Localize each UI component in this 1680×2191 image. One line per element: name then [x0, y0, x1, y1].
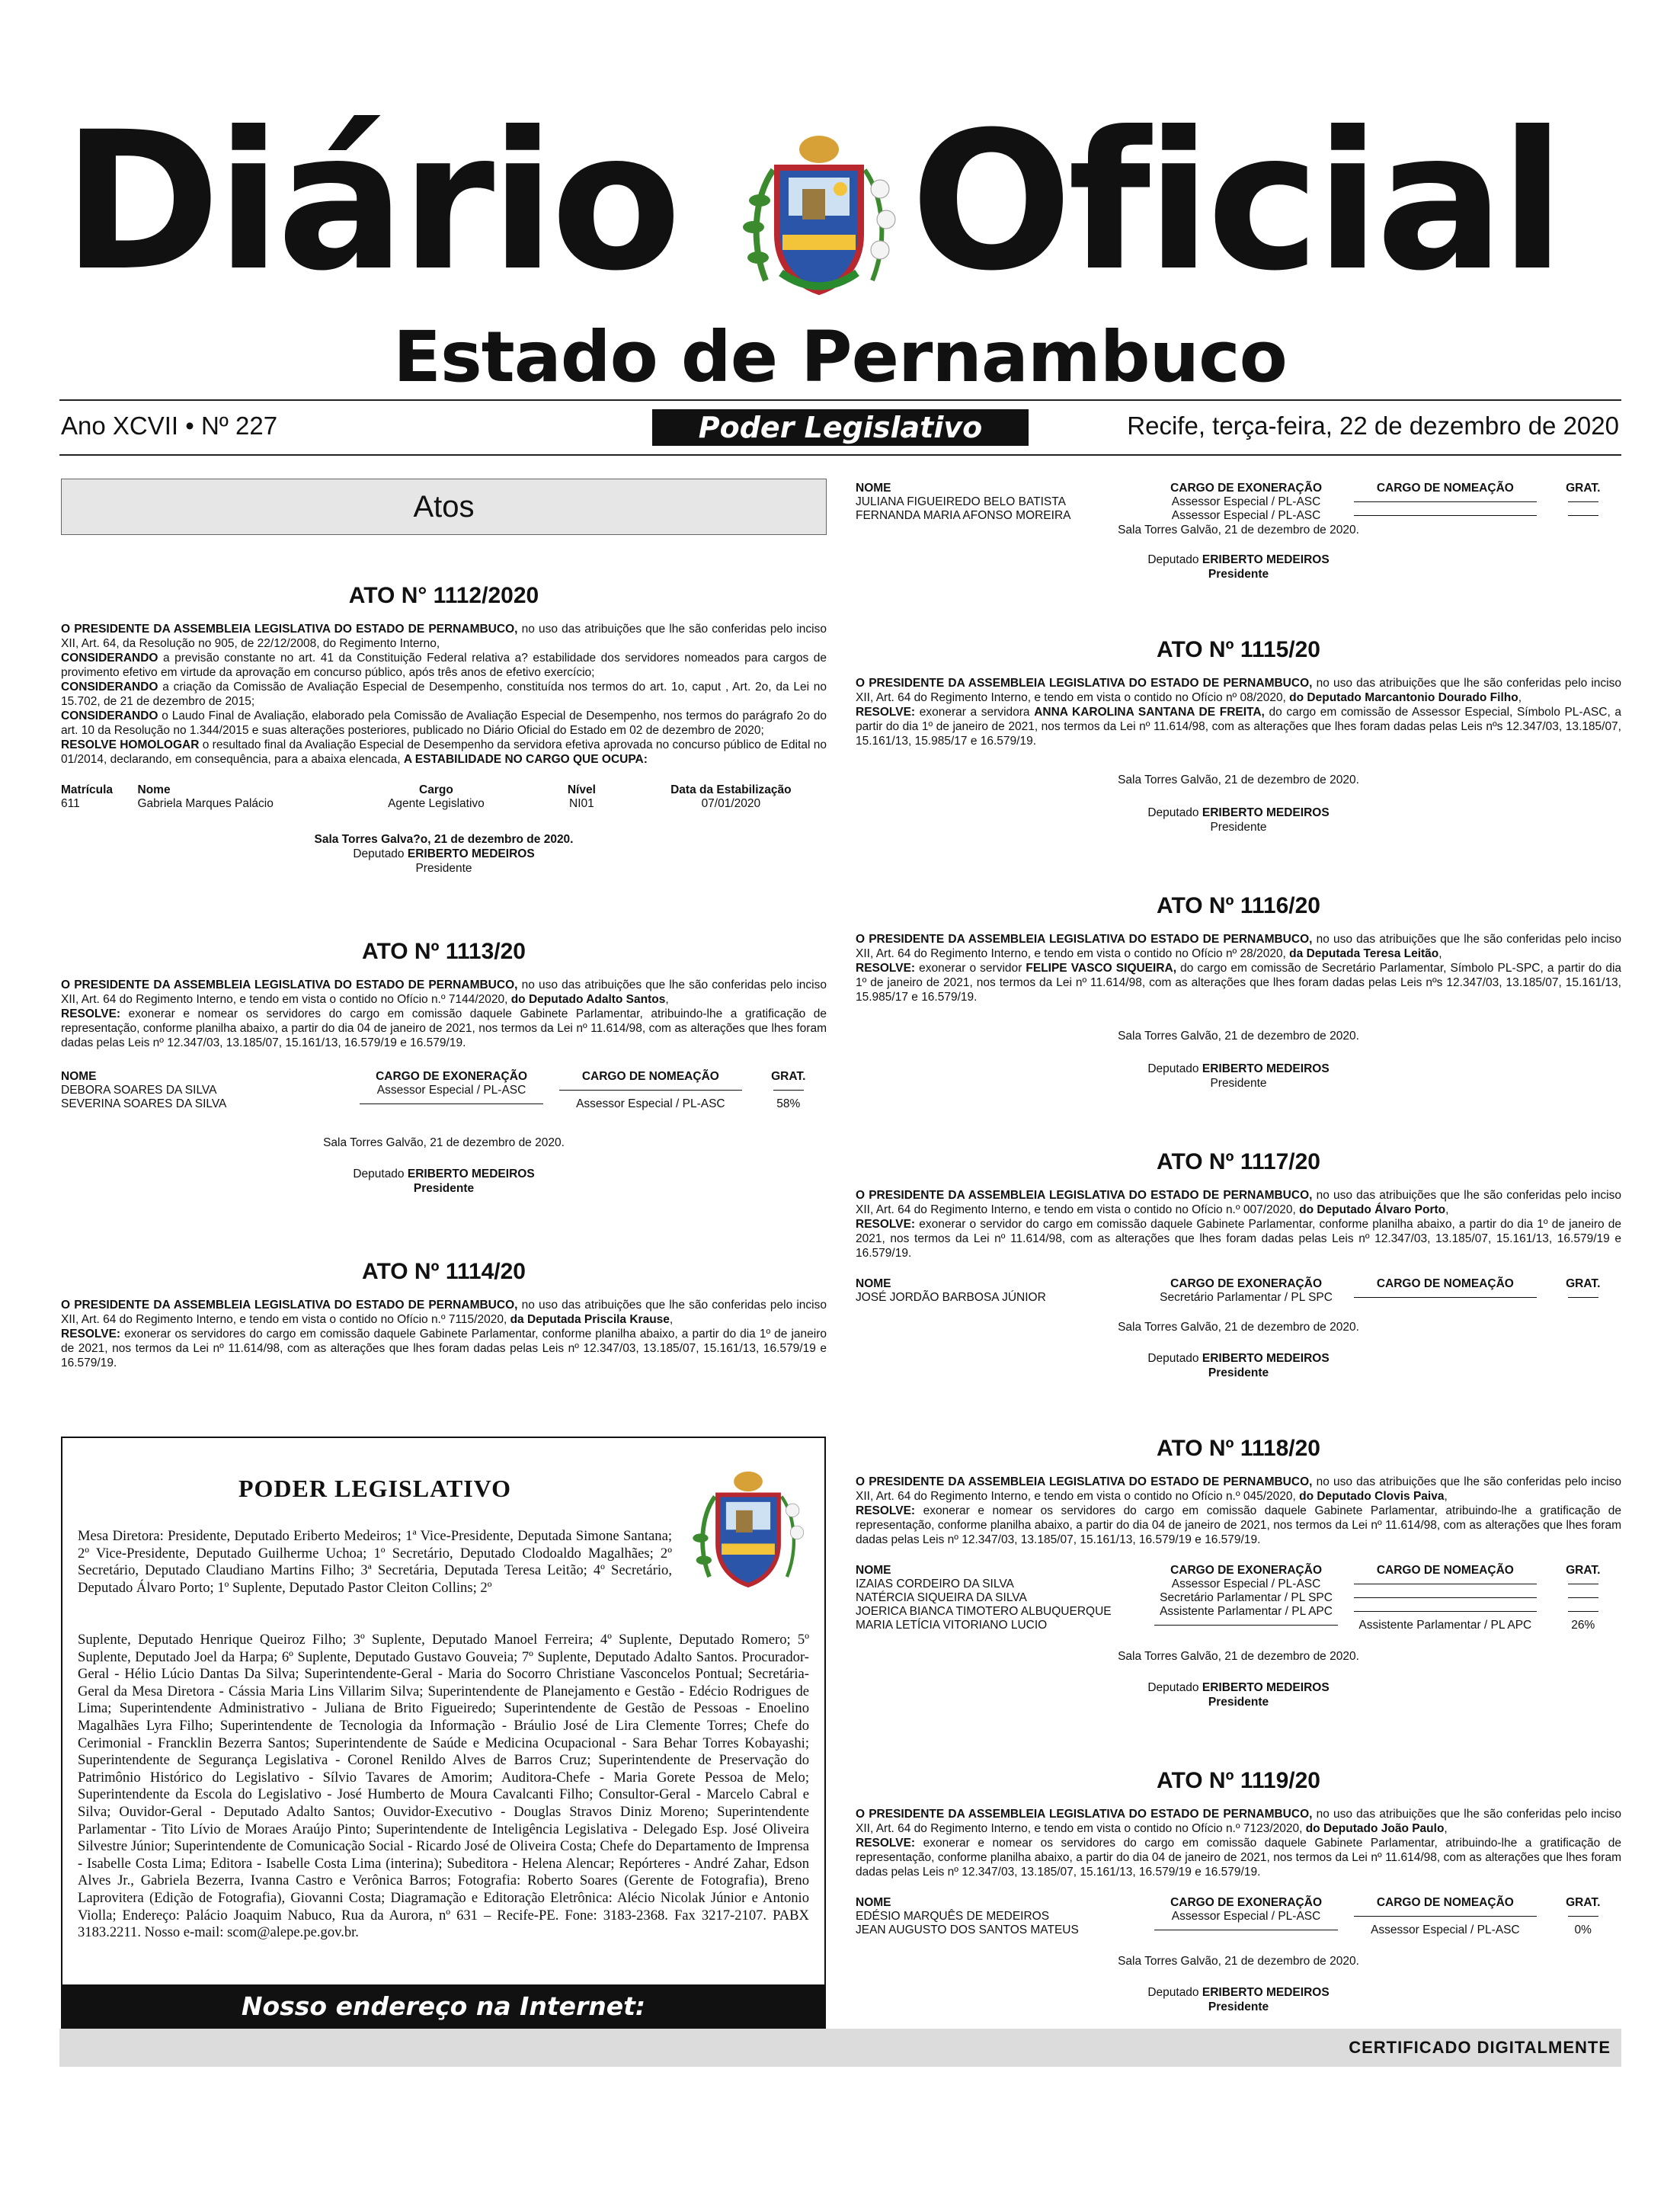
ato-preamble: O PRESIDENTE DA ASSEMBLEIA LEGISLATIVA DO ESTADO DE PERNAMBUCO, no uso das atribuições que lhe são conferidas pelo inciso XII, Art. 64 do Regimento Interno, e tendo em vista o contido no Ofício nº 08/2020, do Deputado Marcantonio Dourado Filho, — [856, 677, 1621, 704]
ato-title: ATO N° 1112/2020 — [348, 583, 539, 608]
ato-preamble: O PRESIDENTE DA ASSEMBLEIA LEGISLATIVA DO ESTADO DE PERNAMBUCO, no uso das atribuições que lhe são conferidas pelo inciso XII, Art. 64 do Regimento Interno, e tendo em vista o contido no Ofício n.º 7123/2020, do Deputado João Paulo, — [856, 1808, 1621, 1835]
nomination-table: NOME CARGO DE EXONERAÇÃO CARGO DE NOMEAÇÃO GRAT. JOSÉ JORDÃO BARBOSA JÚNIOR Secretário Parlamentar / PL SPC — [856, 1277, 1621, 1305]
sala-line: Sala Torres Galvão, 21 de dezembro de 2020. — [1118, 774, 1359, 786]
sala-line: Sala Torres Galvão, 21 de dezembro de 2020. — [1118, 1955, 1359, 1968]
table-row: 611 Gabriela Marques Palácio Agente Legislativo NI01 07/01/2020 — [61, 797, 761, 810]
ato-1119 — [856, 1767, 1621, 2014]
resolve-homologar: RESOLVE HOMOLOGAR o resultado final da Avaliação Especial de Desempenho da servidora efetiva aprovada no concurso público de Edital no 01/2014, declarando, em consequência, para a abaixa elencada, A ESTABILIDADE NO CARGO QUE OCUPA: — [61, 738, 827, 766]
ato-title: ATO Nº 1114/20 — [362, 1259, 526, 1284]
stability-table — [61, 783, 827, 811]
poder-staff-list: Suplente, Deputado Henrique Queiroz Filho; 3º Suplente, Deputado Manoel Ferreira; 4º Suplente, Deputado Romero; 5º Suplente, Deputado Joel da Harpa; 6º Suplente, Deputado Gustavo Gouveia; 7º Suplente, Deputado Adalto Santos. Procurador-Geral - Hélio Lúcio Dantas Da Silva; Superintendente-Geral - Maria do Socorro Christiane Vasconcelos Pontual; Secretária-Geral da Mesa Diretora - Cássia Maria Lins Villarim Silva; Superintendente de Planejamento e Gestão - Edécio Rodrigues de Lima; Superintendente Administrativo - Juliana de Brito Figueiredo; Superintendente de Gestão de Pessoas - Enoelino Magalhães Lyra Filho; Superintendente de Tecnologia da Informação - Bráulio José de Lira Clemente Torres; Chefe do Cerimonial - Francklin Bezerra Santos; Superintendente de Saúde e Medicina Ocupacional - Sara Behar Torres Kobayashi; Superintendente de Segurança Legislativa - Coronel Renildo Alves de Barros Cruz; Superintendente de Preservação do Patrimônio Histórico do Legislativo - Sílvio Tavares de Amorim; Auditora-Chefe - Maria Gorete Pessoa de Melo; Superintendente da Escola do Legislativo - José Humberto de Moura Cavalcanti Filho; Consultor-Geral - Marcelo Cabral e Silva; Ouvidor-Geral - Deputado Adalto Santos; Ouvidor-Executivo - Douglas Stravos Diniz Moreno; Superintendente Parlamentar - Tito Lívio de Moraes Araújo Pinto; Superintendente de Inteligência Legislativa - Delegado Esp. José Oliveira Silvestre Júnior; Superintendente de Comunicação Social - Ricardo José de Oliveira Costa; Chefe do Departamento de Imprensa - Isabelle Costa Lima; Editora - Isabelle Costa Lima (interina); Subeditora - Helena Alencar; Repórteres - André Zahar, Edson Alves Jr., Gabriela Bezerra, Ivanna Castro e Verônica Barros; Fotografia: Roberto Soares (Gerente de Fotografia), Breno Laprovitera (Edição de Fotografia), Giovanni Costa; Diagramação e Editoração Eletrônica: Alécio Nicolak Júnior e Antonio Violla; Endereço: Palácio Joaquim Nabuco, Rua da Aurora, nº 631 – Recife-PE. Fone: 3183-2368. Fax 3217-2107. PABX 3183.2211. Nosso e-mail: scom@alepe.pe.gov.br. — [78, 1632, 809, 1941]
ato-1118 — [856, 1435, 1621, 1709]
table-row: DEBORA SOARES DA SILVA Assessor Especial / PL-ASC — [61, 1084, 827, 1097]
nomination-table: NOME CARGO DE EXONERAÇÃO CARGO DE NOMEAÇÃO GRAT. JULIANA FIGUEIREDO BELO BATISTA Assessor Especial / PL-ASC FERNANDA MARIA AFONSO MOREIRA Assessor Especial / PL-ASC — [856, 482, 1621, 523]
table-row: JOSÉ JORDÃO BARBOSA JÚNIOR Secretário Parlamentar / PL SPC — [856, 1291, 1621, 1305]
signature-role: Presidente — [1210, 821, 1267, 834]
sala-line: Sala Torres Galvão, 21 de dezembro de 2020. — [1118, 1321, 1359, 1334]
poder-mesa-diretora: Mesa Diretora: Presidente, Deputado Eriberto Medeiros; 1ª Vice-Presidente, Deputada Simone Santana; 2º Vice-Presidente, Deputado Guilherme Uchoa; 1º Secretário, Deputado Clodoaldo Magalhães; 2º Secretário, Deputado Claudiano Martins Filho; 3ª Secretária, Deputada Teresa Leitão; 4º Secretário, Deputado Álvaro Porto; 1º Suplente, Deputado Pastor Cleiton Collins; 2º — [78, 1528, 672, 1596]
resolve-text: RESOLVE: exonerar a servidora ANNA KAROLINA SANTANA DE FREITA, do cargo em comissão de Assessor Especial, Símbolo PL-ASC, a partir do dia 1º de janeiro de 2021, nos termos da Lei nº 11.614/98, com as alterações que lhes foram dadas pelas Leis nºs 12.347/03, 13.185/07, 15.161/13, 15.985/17 e 16.579/19. — [856, 706, 1622, 748]
table-row: FERNANDA MARIA AFONSO MOREIRA Assessor Especial / PL-ASC — [856, 509, 1621, 523]
header-rule-bottom — [59, 454, 1621, 456]
signature-role: Presidente — [1208, 2000, 1269, 2013]
pernambuco-coat-of-arms-icon — [687, 1465, 809, 1595]
resolve-text: RESOLVE: exonerar e nomear os servidores do cargo em comissão daquele Gabinete Parlamentar, atribuindo-lhe a gratificação de representação, conforme planilha abaixo, a partir do dia 04 de janeiro de 2021, nos termos da Lei nº 11.614/98, com as alterações que lhes foram dadas pelas Leis nº 12.347/03, 13.185/07, 15.161/13, 16.579/19 e 16.579/19. — [856, 1837, 1621, 1879]
resolve-text: RESOLVE: exonerar o servidor FELIPE VASCO SIQUEIRA, do cargo em comissão de Secretário Parlamentar, Símbolo PL-SPC, a partir do dia 1º de janeiro de 2021, nos termos da Lei nº 11.614/98, com as alterações que lhes foram dadas pelas Leis nºs 12.347/03, 13.185/07, 15.161/13, 15.985/17 e 16.579/19. — [856, 962, 1622, 1004]
digital-certificate-label: CERTIFICADO DIGITALMENTE — [1349, 2038, 1611, 2057]
signature-line: Deputado ERIBERTO MEDEIROS — [353, 847, 535, 860]
table-row: MARIA LETÍCIA VITORIANO LUCIO Assistente Parlamentar / PL APC 26% — [856, 1619, 1595, 1632]
resolve-text: RESOLVE: exonerar e nomear os servidores do cargo em comissão daquele Gabinete Parlamentar, atribuindo-lhe a gratificação de representação, conforme planilha abaixo, a partir do dia 04 de janeiro de 2021, nos termos da Lei nº 11.614/98, com as alterações que lhes foram dadas pelas Leis nº 12.347/03, 13.185/07, 15.161/13, 16.579/19 e 16.579/19. — [856, 1504, 1621, 1546]
table-row: JULIANA FIGUEIREDO BELO BATISTA Assessor Especial / PL-ASC — [856, 495, 1621, 509]
ato-1113 — [61, 938, 827, 1196]
table-row: NATÉRCIA SIQUEIRA DA SILVA Secretário Parlamentar / PL SPC — [856, 1591, 1621, 1605]
sala-line: Sala Torres Galvão, 21 de dezembro de 2020. — [1118, 1650, 1359, 1663]
edition-number: Ano XCVII • Nº 227 — [61, 412, 278, 440]
title-oficial: Oficial — [910, 91, 1561, 312]
signature-line: Deputado ERIBERTO MEDEIROS — [1147, 1352, 1330, 1365]
signature-line: Deputado ERIBERTO MEDEIROS — [1147, 1986, 1330, 1999]
table-header: Nome — [137, 783, 171, 796]
signature-line: Deputado ERIBERTO MEDEIROS — [1147, 1062, 1330, 1075]
sala-line: Sala Torres Galvão, 21 de dezembro de 2020. — [1118, 524, 1359, 537]
ato-title: ATO Nº 1116/20 — [1157, 893, 1320, 918]
section-badge: Poder Legislativo — [652, 409, 1029, 446]
resolve-text: RESOLVE: exonerar os servidores do cargo em comissão daquele Gabinete Parlamentar, conforme planilha abaixo, a partir do dia 1º de janeiro de 2021, nos termos da Lei nº 11.614/98, com as alterações que lhes foram dadas pelas Leis nº 12.347/03, 13.185/07, 15.161/13, 16.579/19 e 16.579/19. — [61, 1328, 827, 1369]
table-row: EDÉSIO MARQUÊS DE MEDEIROS Assessor Especial / PL-ASC — [856, 1910, 1621, 1924]
ato-preamble: O PRESIDENTE DA ASSEMBLEIA LEGISLATIVA DO ESTADO DE PERNAMBUCO, no uso das atribuições que lhe são conferidas pelo inciso XII, Art. 64 do Regimento Interno, e tendo em vista o contido no Ofício n.º 007/2020, do Deputado Álvaro Porto, — [856, 1189, 1621, 1216]
nomination-table: NOME CARGO DE EXONERAÇÃO CARGO DE NOMEAÇÃO GRAT. IZAIAS CORDEIRO DA SILVA Assessor Especial / PL-ASC NATÉRCIA SIQUEIRA DA SILVA Secretário Parlamentar / PL SPC JOERICA BIANCA TIMOTERO ALBUQUERQUE Assistente Parlamentar / PL APC MARIA LETÍCIA VITORIANO LUCIO Assistente Parlamentar / PL APC 26% — [856, 1564, 1621, 1632]
ato-title: ATO Nº 1117/20 — [1157, 1149, 1320, 1174]
table-row: IZAIAS CORDEIRO DA SILVA Assessor Especial / PL-ASC — [856, 1578, 1621, 1591]
signature-line: Deputado ERIBERTO MEDEIROS — [353, 1168, 535, 1180]
table-row: SEVERINA SOARES DA SILVA Assessor Especial / PL-ASC 58% — [61, 1097, 801, 1110]
table-header: Matrícula — [61, 783, 114, 796]
ato-preamble: O PRESIDENTE DA ASSEMBLEIA LEGISLATIVA DO ESTADO DE PERNAMBUCO, no uso das atribuições que lhe são conferidas pelo inciso XII, Art. 64 do Regimento Interno, e tendo em vista o contido no Ofício nº 28/2020, da Deputada Teresa Leitão, — [856, 933, 1621, 960]
ato-1117 — [856, 1148, 1621, 1380]
ato-preamble: O PRESIDENTE DA ASSEMBLEIA LEGISLATIVA DO ESTADO DE PERNAMBUCO, no uso das atribuições que lhe são conferidas pelo inciso XII, Art. 64 do Regimento Interno, e tendo em vista o contido no Ofício n.º 045/2020, do Deputado Clovis Paiva, — [856, 1475, 1621, 1503]
internet-address-bar: Nosso endereço na Internet: — [62, 1984, 824, 2029]
signature-line: Deputado ERIBERTO MEDEIROS — [1147, 553, 1330, 566]
ato-title: ATO Nº 1113/20 — [362, 939, 526, 964]
considerando-3: CONSIDERANDO o Laudo Final de Avaliação, elaborado pela Comissão de Avaliação Especial de Desempenho, nos termos do parágrafo 2o do art. 10 da Resolução no 1.344/2015 e suas alterações posteriores, publicado no Diário Oficial do Estado em 02 de dezembro de 2020; — [61, 710, 827, 737]
ato-title: ATO Nº 1119/20 — [1157, 1768, 1320, 1793]
table-row: JEAN AUGUSTO DOS SANTOS MATEUS Assessor Especial / PL-ASC 0% — [856, 1924, 1592, 1936]
nomination-table: NOME CARGO DE EXONERAÇÃO CARGO DE NOMEAÇÃO GRAT. DEBORA SOARES DA SILVA Assessor Especial / PL-ASC SEVERINA SOARES DA SILVA Assessor Especial / PL-ASC 58% — [61, 1070, 827, 1111]
ato-preamble: O PRESIDENTE DA ASSEMBLEIA LEGISLATIVA DO ESTADO DE PERNAMBUCO, no uso das atribuições que lhe são conferidas pelo inciso XII, Art. 64 do Regimento Interno, e tendo em vista o contido no Ofício n.º 7115/2020, da Deputada Priscila Krause, — [61, 1299, 827, 1326]
footer-bar — [59, 2029, 1621, 2067]
ato-title: ATO Nº 1118/20 — [1157, 1436, 1320, 1461]
ato-1114-continued — [856, 482, 1621, 581]
sala-line: Sala Torres Galva?o, 21 de dezembro de 2020. — [314, 833, 574, 846]
signature-role: Presidente — [1208, 1366, 1269, 1379]
sala-line: Sala Torres Galvão, 21 de dezembro de 2020. — [1118, 1030, 1359, 1043]
ato-preamble: O PRESIDENTE DA ASSEMBLEIA LEGISLATIVA DO ESTADO DE PERNAMBUCO, no uso das atribuições que lhe são conferidas pelo inciso XII, Art. 64 do Regimento Interno, e tendo em vista o contido no Ofício n.º 7144/2020, do Deputado Adalto Santos, — [61, 979, 827, 1006]
publication-date: Recife, terça-feira, 22 de dezembro de 2020 — [1127, 412, 1619, 440]
ato-1115 — [856, 636, 1621, 834]
table-header: Data da Estabilização — [670, 783, 792, 796]
signature-role: Presidente — [413, 1182, 475, 1195]
table-row: JOERICA BIANCA TIMOTERO ALBUQUERQUE Assistente Parlamentar / PL APC — [856, 1605, 1621, 1619]
left-column — [61, 479, 827, 1370]
atos-section-header: Atos — [61, 479, 827, 535]
title-diario: Diário — [62, 91, 677, 312]
poder-legislativo-box — [61, 1437, 826, 2030]
signature-role: Presidente — [1210, 1077, 1267, 1090]
sala-line: Sala Torres Galvão, 21 de dezembro de 2020. — [323, 1136, 565, 1149]
header-rule-top — [59, 399, 1621, 401]
state-subtitle: Estado de Pernambuco — [393, 316, 1287, 398]
poder-title: PODER LEGISLATIVO — [238, 1475, 512, 1502]
signature-role: Presidente — [415, 862, 472, 875]
table-header: Nível — [567, 783, 596, 796]
nomination-table: NOME CARGO DE EXONERAÇÃO CARGO DE NOMEAÇÃO GRAT. EDÉSIO MARQUÊS DE MEDEIROS Assessor Especial / PL-ASC JEAN AUGUSTO DOS SANTOS MATEUS Assessor Especial / PL-ASC 0% — [856, 1896, 1621, 1937]
signature-role: Presidente — [1208, 1696, 1269, 1709]
resolve-text: RESOLVE: exonerar e nomear os servidores do cargo em comissão daquele Gabinete Parlamentar, atribuindo-lhe a gratificação de representação, conforme planilha abaixo, a partir do dia 04 de janeiro de 2021, nos termos da Lei nº 11.614/98, com as alterações que lhes foram dadas pelas Leis nº 12.347/03, 13.185/07, 15.161/13, 16.579/19 e 16.579/19. — [61, 1007, 827, 1049]
resolve-text: RESOLVE: exonerar o servidor do cargo em comissão daquele Gabinete Parlamentar, conforme planilha abaixo, a partir do dia 1º de janeiro de 2021, nos termos da Lei nº 11.614/98, com as alterações que lhes foram dadas pelas Leis nº 12.347/03, 13.185/07, 15.161/13, 16.579/19 e 16.579/19. — [856, 1218, 1621, 1260]
ato-1112 — [61, 582, 827, 876]
right-column — [856, 482, 1621, 2014]
pernambuco-coat-of-arms-icon — [735, 128, 903, 305]
ato-title: ATO Nº 1115/20 — [1157, 637, 1320, 662]
signature-line: Deputado ERIBERTO MEDEIROS — [1147, 1681, 1330, 1694]
ato-1114 — [61, 1258, 827, 1370]
signature-line: Deputado ERIBERTO MEDEIROS — [1147, 806, 1330, 819]
ato-1116 — [856, 892, 1621, 1091]
masthead — [0, 0, 1680, 457]
table-header: Cargo — [419, 783, 453, 796]
ato-preamble: O PRESIDENTE DA ASSEMBLEIA LEGISLATIVA DO ESTADO DE PERNAMBUCO, no uso das atribuições que lhe são conferidas pelo inciso XII, Art. 64, da Resolução no 905, de 22/12/2008, do Regimento Interno, — [61, 623, 827, 650]
considerando-1: CONSIDERANDO a previsão constante no art. 41 da Constituição Federal relativa a? estabilidade dos servidores nomeados para cargos de provimento efetivo em virtude da aprovação em concurso público, após três anos de efetivo exercício; — [61, 652, 827, 679]
signature-role: Presidente — [1208, 568, 1269, 581]
considerando-2: CONSIDERANDO a criação da Comissão de Avaliação Especial de Desempenho, constituída nos termos do art. 1o, caput , Art. 2o, da Lei no 15.702, de 21 de dezembro de 2015; — [61, 681, 827, 708]
